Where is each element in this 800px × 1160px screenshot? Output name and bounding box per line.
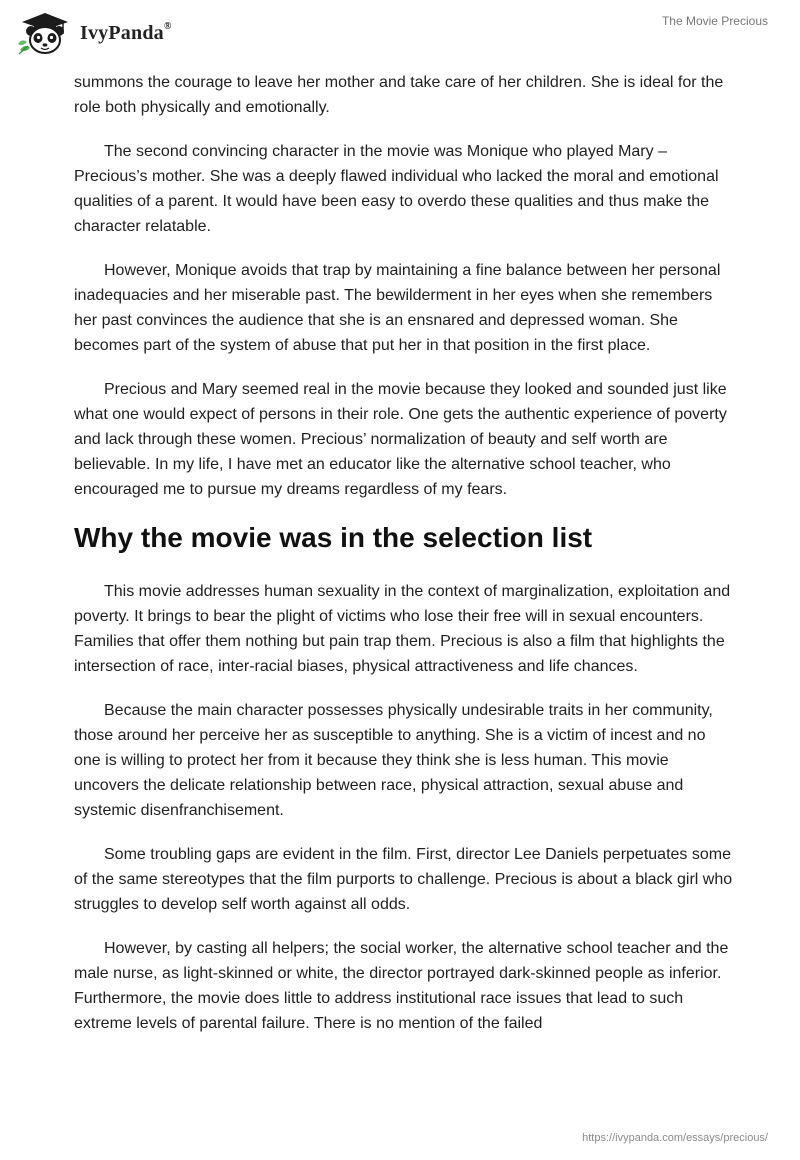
paragraph: This movie addresses human sexuality in the context of marginalization, exploitation and poverty. It brings to bear the plight of victims who lose their free will in sexual encounters. Families that offer them nothing but pain trap them. Precious is also a film that highlights the intersection of race, inter-racial biases, physical attractiveness and life chances. [74,583,731,675]
paragraph: Because the main character possesses physically undesirable traits in her community, those around her perceive her as susceptible to anything. She is a victim of incest and no one is willing to protect her from it because they think she is less human. This movie uncovers the delicate relationship between race, physical attraction, sexual abuse and systemic disenfranchisement. [74,702,713,819]
paragraph: However, Monique avoids that trap by maintaining a fine balance between her personal inadequacies and her miserable past. The bewilderment in her eyes when she remembers her past convinces the audience that she is an ensnared and depressed woman. She becomes part of the system of abuse that put her in that position in the first place. [74,262,721,354]
document-title: The Movie Precious [661,14,768,28]
paragraph: The second convincing character in the movie was Monique who played Mary – Precious’s mother. She was a deeply flawed individual who lacked the moral and emotional qualities of a parent. It would have been easy to overdo these qualities and thus make the character relatable. [74,143,719,235]
paragraph: Precious and Mary seemed real in the movie because they looked and sounded just like what one would expect of persons in their role. One gets the authentic experience of poverty and lack through these women. Precious’ normalization of beauty and self worth are believable. In my life, I have met an educator like the alternative school teacher, who encouraged me to pursue my dreams regardless of my fears. [74,381,727,498]
source-url[interactable]: https://ivypanda.com/essays/precious/ [582,1132,768,1144]
panda-icon [16,10,74,56]
page-header [0,0,800,72]
brand-name: IvyPanda® [80,20,172,44]
essay-content [74,70,734,1055]
paragraph: Some troubling gaps are evident in the film. First, director Lee Daniels perpetuates some of the same stereotypes that the film purports to challenge. Precious is about a black girl who struggles to develop self worth against all odds. [74,846,733,913]
paragraph: However, by casting all helpers; the social worker, the alternative school teacher and the male nurse, as light-skinned or white, the director portrayed dark-skinned people as inferior. Furthermore, the movie does little to address institutional race issues that lead to such extreme levels of parental failure. There is no mention of the failed [74,940,729,1032]
section-heading: Why the movie was in the selection list [74,522,593,553]
paragraph: summons the courage to leave her mother and take care of her children. She is ideal for the role both physically and emotionally. [74,74,724,116]
ivypanda-logo[interactable] [16,10,172,56]
